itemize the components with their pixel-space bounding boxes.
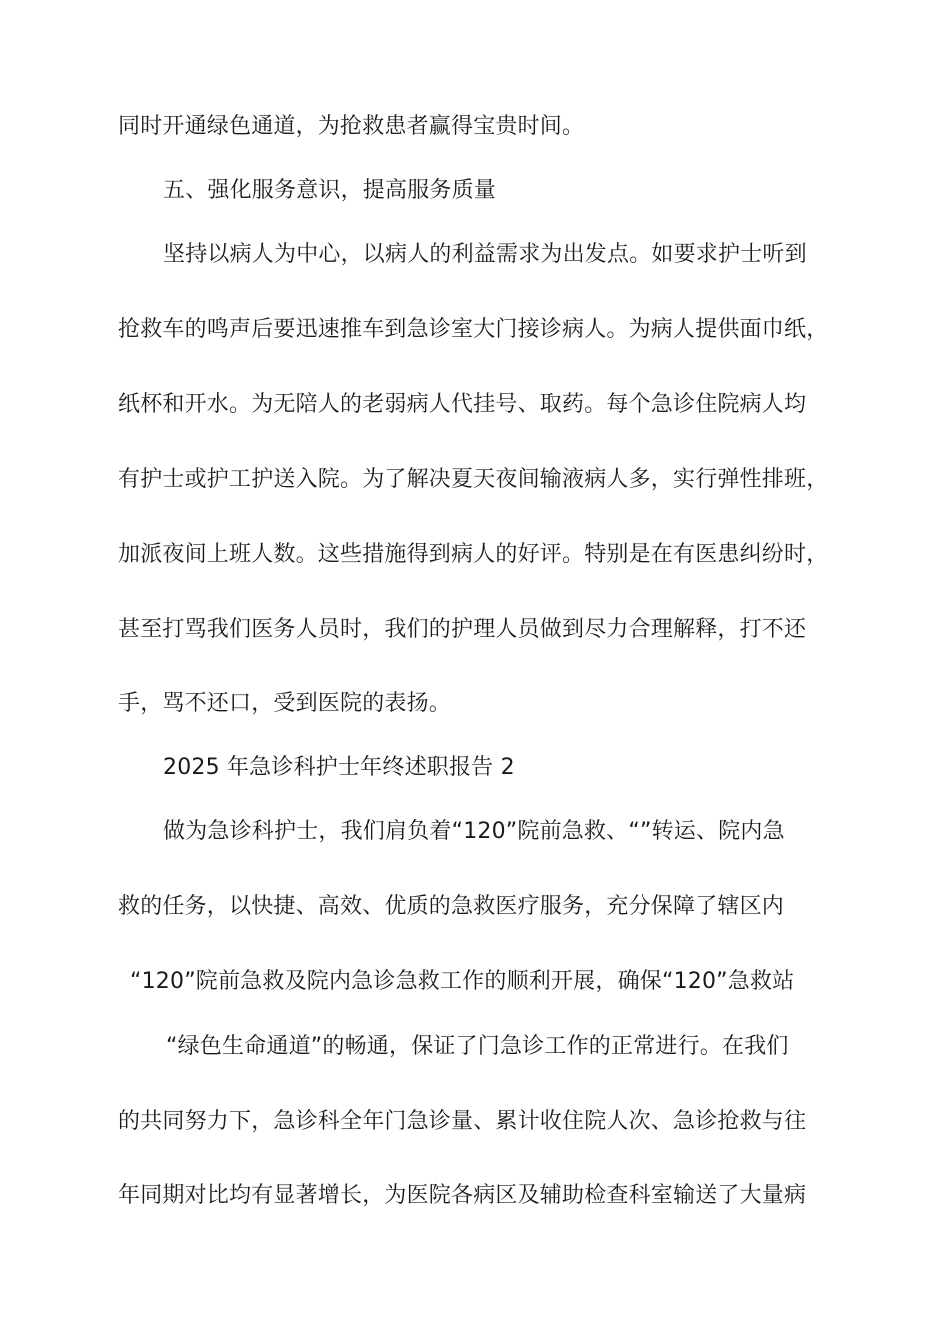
paragraph-line: 救的任务，以快捷、高效、优质的急救医疗服务，充分保障了辖区内 bbox=[118, 894, 785, 919]
paragraph-line: 手，骂不还口，受到医院的表扬。 bbox=[118, 691, 452, 716]
section-heading: 五、强化服务意识，提高服务质量 bbox=[163, 178, 497, 203]
paragraph-line: 的共同努力下，急诊科全年门急诊量、累计收住院人次、急诊抢救与往 bbox=[118, 1109, 807, 1134]
report-title: 2025 年急诊科护士年终述职报告 2 bbox=[163, 755, 515, 780]
paragraph-line: “120”院前急救及院内急诊急救工作的顺利开展，确保“120”急救站 bbox=[130, 969, 795, 994]
paragraph-line: “绿色生命通道”的畅通，保证了门急诊工作的正常进行。在我们 bbox=[166, 1034, 789, 1059]
paragraph-line: 同时开通绿色通道，为抢救患者赢得宝贵时间。 bbox=[118, 114, 585, 139]
paragraph-line: 纸杯和开水。为无陪人的老弱病人代挂号、取药。每个急诊住院病人均 bbox=[118, 392, 807, 417]
paragraph-line: 年同期对比均有显著增长，为医院各病区及辅助检查科室输送了大量病 bbox=[118, 1183, 807, 1208]
paragraph-line: 抢救车的鸣声后要迅速推车到急诊室大门接诊病人。为病人提供面巾纸， bbox=[118, 317, 829, 342]
paragraph-line: 坚持以病人为中心，以病人的利益需求为出发点。如要求护士听到 bbox=[163, 242, 807, 267]
paragraph-line: 有护士或护工护送入院。为了解决夏天夜间输液病人多，实行弹性排班， bbox=[118, 467, 829, 492]
paragraph-line: 甚至打骂我们医务人员时，我们的护理人员做到尽力合理解释，打不还 bbox=[118, 617, 807, 642]
paragraph-line: 做为急诊科护士，我们肩负着“120”院前急救、“”转运、院内急 bbox=[163, 819, 785, 844]
paragraph-line: 加派夜间上班人数。这些措施得到病人的好评。特别是在有医患纠纷时， bbox=[118, 542, 829, 567]
